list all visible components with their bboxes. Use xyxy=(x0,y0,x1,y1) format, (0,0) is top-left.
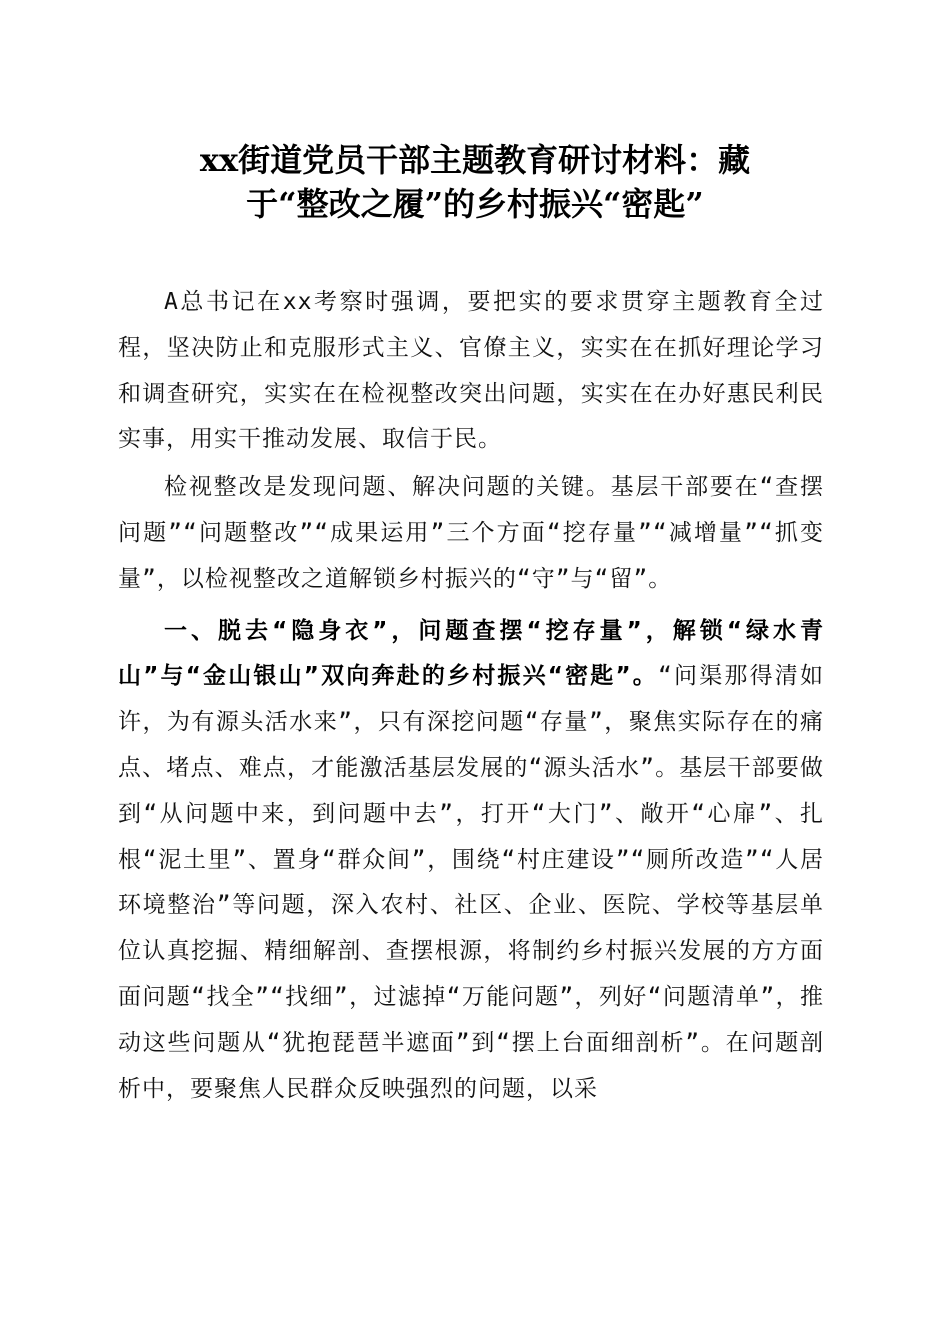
document-title xyxy=(120,138,830,226)
paragraph-2-text: 检视整改是发现问题、解决问题的关键。基层干部要在“查摆问题”“问题整改”“成果运用”三个方面“挖存量”“减增量”“抓变量”，以检视整改之道解锁乡村振兴的“守”与“留”。 xyxy=(118,474,824,592)
paragraph-1-text: A总书记在xx考察时强调，要把实的要求贯穿主题教育全过程，坚决防止和克服形式主义、官僚主义，实实在在抓好理论学习和调查研究，实实在在检视整改突出问题，实实在在办好惠民利民实事，用实干推动发展、取信于民。 xyxy=(118,289,824,453)
title-line-2: 于“整改之履”的乡村振兴“密匙” xyxy=(246,185,704,223)
document-body xyxy=(118,280,824,1120)
paragraph-2 xyxy=(118,465,824,602)
title-line-1: xx街道党员干部主题教育研讨材料：藏 xyxy=(199,141,751,179)
section-heading-1: 一、脱去“隐身衣”，问题查摆“挖存量”，解锁“绿水青山”与“金山银山”双向奔赴的乡村振兴“密匙”。 xyxy=(118,617,824,690)
paragraph-3-text: “问渠那得清如许，为有源头活水来”，只有深挖问题“存量”，聚焦实际存在的痛点、堵点、难点，才能激活基层发展的“源头活水”。基层干部要做到“从问题中来，到问题中去”，打开“大门”、敞开“心扉”、扎根“泥土里”、置身“群众间”，围绕“村庄建设”“厕所改造”“人居环境整治”等问题，深入农村、社区、企业、医院、学校等基层单位认真挖掘、精细解剖、查摆根源，将制约乡村振兴发展的方方面面问题“找全”“找细”，过滤掉“万能问题”，列好“问题清单”，推动这些问题从“犹抱琵琶半遮面”到“摆上台面细剖析”。在问题剖析中，要聚焦人民群众反映强烈的问题，以采 xyxy=(118,663,824,1102)
paragraph-1 xyxy=(118,280,824,463)
paragraph-3 xyxy=(118,609,824,1113)
